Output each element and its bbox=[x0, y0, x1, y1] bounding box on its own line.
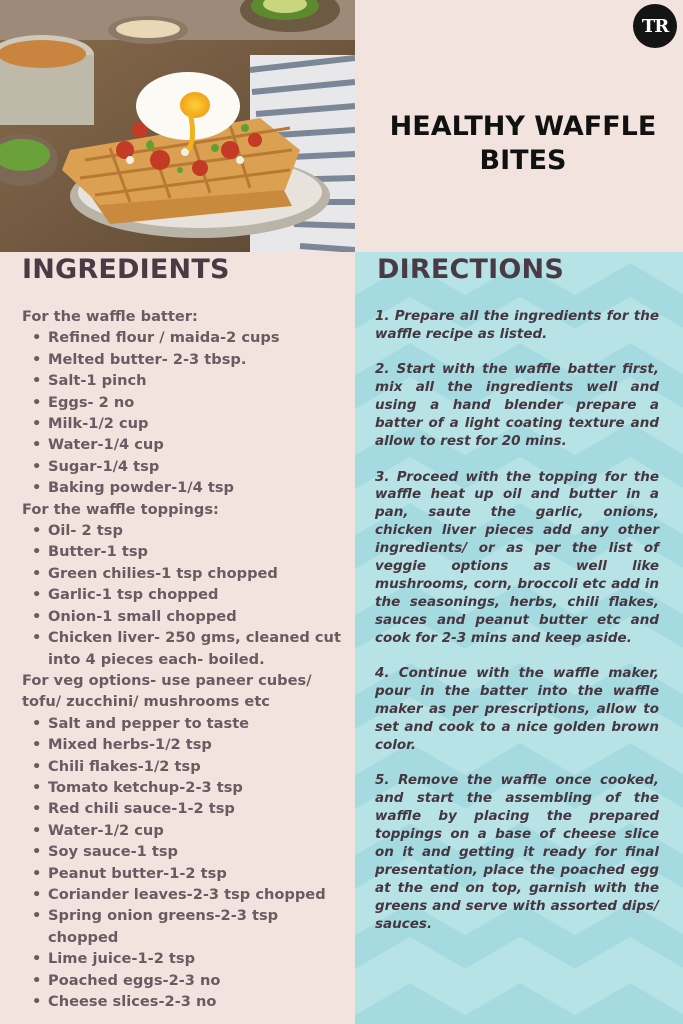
directions-steps bbox=[375, 308, 659, 951]
ingredient-item: • Salt-1 pinch bbox=[22, 370, 349, 391]
ingredient-item: • Butter-1 tsp bbox=[22, 541, 349, 562]
ingredient-item: • Water-1/4 cup bbox=[22, 434, 349, 455]
title-panel bbox=[355, 0, 683, 252]
directions-section bbox=[355, 252, 683, 1024]
ingredient-item: • Oil- 2 tsp bbox=[22, 520, 349, 541]
ingredient-item: • Cheese slices-2-3 no bbox=[22, 991, 349, 1012]
direction-step: 3. Proceed with the topping for the waffle heat up oil and butter in a pan, saute the garlic, onions, chicken liver pieces add any other ingredients/ or as per the list of veggie options as well like mushrooms, corn, broccoli etc add in the seasonings, herbs, chili flakes, sauces and peanut butter etc and cook for 2-3 mins and keep aside. bbox=[375, 468, 659, 646]
ingredient-item: • Water-1/2 cup bbox=[22, 820, 349, 841]
waffle-photo bbox=[0, 0, 355, 252]
ingredient-item: • Mixed herbs-1/2 tsp bbox=[22, 734, 349, 755]
ingredient-item: • Poached eggs-2-3 no bbox=[22, 970, 349, 991]
tr-logo-icon: TR bbox=[633, 4, 677, 48]
ingredient-section-label: For veg options- use paneer cubes/ tofu/ zucchini/ mushrooms etc bbox=[22, 671, 312, 711]
ingredient-item: • Peanut butter-1-2 tsp bbox=[22, 863, 349, 884]
ingredient-item: • Melted butter- 2-3 tbsp. bbox=[22, 349, 349, 370]
ingredient-item: • Coriander leaves-2-3 tsp chopped bbox=[22, 884, 349, 905]
directions-heading: DIRECTIONS bbox=[377, 254, 564, 285]
direction-step: 5. Remove the waffle once cooked, and start the assembling of the waffle by placing the prepared toppings on a base of cheese slice on it and getting it ready for final presentation, place the poached egg at the end on top, garnish with the greens and serve with assorted dips/ sauces. bbox=[375, 772, 659, 932]
ingredient-item: • Baking powder-1/4 tsp bbox=[22, 477, 349, 498]
ingredient-item: • Green chilies-1 tsp chopped bbox=[22, 563, 349, 584]
ingredients-section bbox=[0, 252, 355, 1024]
ingredient-item: • Milk-1/2 cup bbox=[22, 413, 349, 434]
ingredient-item: • Refined flour / maida-2 cups bbox=[22, 327, 349, 348]
ingredient-section-label: For the waffle batter: bbox=[22, 308, 198, 325]
ingredient-item: • Onion-1 small chopped bbox=[22, 606, 349, 627]
ingredient-section-label: For the waffle toppings: bbox=[22, 500, 219, 518]
ingredient-item: • Soy sauce-1 tsp bbox=[22, 841, 349, 862]
ingredients-list bbox=[22, 306, 349, 1012]
ingredient-item: • Red chili sauce-1-2 tsp bbox=[22, 798, 349, 819]
ingredient-item: • Salt and pepper to taste bbox=[22, 713, 349, 734]
ingredients-heading: INGREDIENTS bbox=[22, 254, 230, 285]
direction-step: 4. Continue with the waffle maker, pour in the batter into the waffle maker as per prescriptions, allow to set and cook to a nice golden brown color. bbox=[375, 665, 659, 753]
ingredient-item: • Spring onion greens-2-3 tsp chopped bbox=[22, 905, 349, 948]
ingredient-item: • Tomato ketchup-2-3 tsp bbox=[22, 777, 349, 798]
ingredient-item: • Chicken liver- 250 gms, cleaned cut into 4 pieces each- boiled. bbox=[22, 627, 349, 670]
direction-step: 2. Start with the waffle batter first, mix all the ingredients well and using a hand blender prepare a batter of a light coating texture and allow to rest for 20 mins. bbox=[375, 361, 659, 450]
ingredient-item: • Garlic-1 tsp chopped bbox=[22, 584, 349, 605]
direction-step: 1. Prepare all the ingredients for the waffle recipe as listed. bbox=[375, 308, 659, 342]
recipe-title: HEALTHY WAFFLE BITES bbox=[389, 111, 657, 176]
ingredient-item: • Lime juice-1-2 tsp bbox=[22, 948, 349, 969]
ingredient-item: • Sugar-1/4 tsp bbox=[22, 456, 349, 477]
ingredient-item: • Chili flakes-1/2 tsp bbox=[22, 756, 349, 777]
ingredient-item: • Eggs- 2 no bbox=[22, 392, 349, 413]
waffle-food-illustration bbox=[0, 0, 355, 252]
